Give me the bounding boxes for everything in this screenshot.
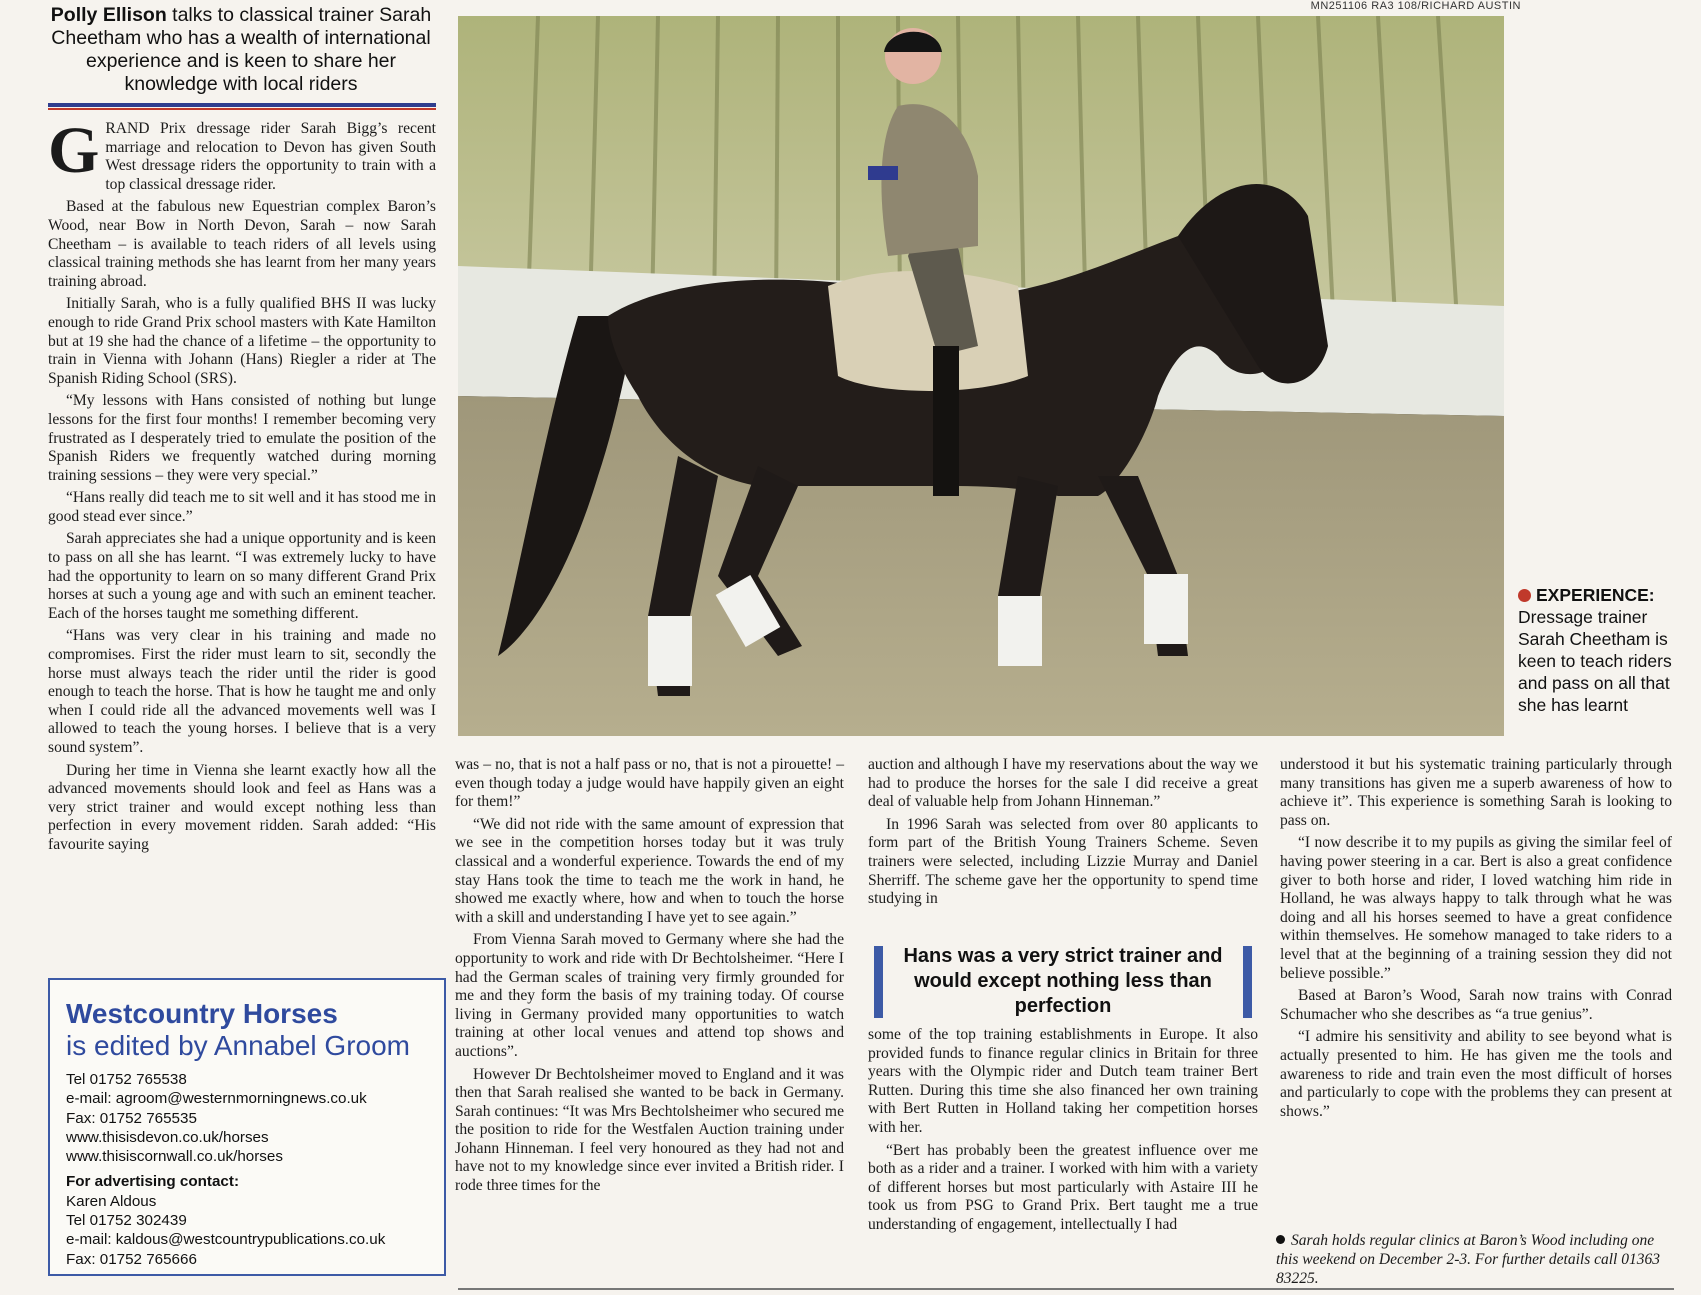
caption-body: Dressage trainer Sarah Cheetham is keen to teach riders and pass on all that she has learnt bbox=[1518, 607, 1672, 715]
paragraph: “I now describe it to my pupils as giving the similar feel of having power steering in a car. Bert is also a great confidence giver to both horse and rider, I loved watching him ride in Holland, he was always happy to talk through what he was doing and all his horses seemed to have a great confidence within themselves. He somehow managed to take riders to a level that at the beginning of a training session they did not believe possible.” bbox=[1280, 834, 1672, 982]
website-cornwall: www.thisiscornwall.co.uk/horses bbox=[66, 1148, 283, 1166]
clinic-note-text: Sarah holds regular clinics at Baron’s Wood including one this weekend on December 2-3. For further details call 01363 83225. bbox=[1276, 1232, 1660, 1287]
pull-quote-bar-right bbox=[1243, 946, 1252, 1018]
advertising-fax: Fax: 01752 765666 bbox=[66, 1250, 197, 1268]
article-photo bbox=[458, 16, 1504, 736]
paragraph: “Bert has probably been the greatest influence over me both as a rider and a trainer. I worked with him with a variety of different horses but most particularly with Astaire III he took us from PSG to Grand Prix. Bert taught me a true understanding of engagement, intellectually I had bbox=[868, 1141, 1258, 1233]
box-title: Westcountry Horses bbox=[66, 998, 338, 1029]
contact-box bbox=[48, 978, 446, 1276]
standfirst bbox=[48, 4, 434, 96]
standfirst-text: talks to classical trainer Sarah Cheetham who has a wealth of international experience and is keen to share her knowledge with local riders bbox=[51, 4, 432, 95]
paragraph: In 1996 Sarah was selected from over 80 applicants to form part of the British Young Trainers Scheme. Seven trainers were selected, including Lizzie Murray and Daniel Sherriff. The scheme gave her the opportunity to spend time studying in bbox=[868, 815, 1258, 908]
advertising-phone: Tel 01752 302439 bbox=[66, 1212, 187, 1230]
author-name: Polly Ellison bbox=[50, 4, 167, 26]
paragraph: During her time in Vienna she learnt exactly how all the advanced movements should look and feel as Hans was a very strict trainer and would except nothing less than perfection in every movement ridden. Sarah added: “His favourite saying bbox=[48, 761, 436, 853]
standfirst-rule-red bbox=[48, 108, 436, 110]
drop-cap: G bbox=[48, 114, 100, 187]
photo-credit: MN251106 RA3 108/RICHARD AUSTIN bbox=[1310, 0, 1521, 12]
paragraph bbox=[48, 114, 436, 194]
pull-quote-text: Hans was a very strict trainer and would except nothing less than perfection bbox=[903, 945, 1223, 1017]
photo-caption bbox=[1518, 584, 1693, 716]
box-subtitle: is edited by Annabel Groom bbox=[66, 1030, 410, 1061]
paragraph: “I admire his sensitivity and ability to see beyond what is actually presented to him. He has given me the tools and awareness to ride and train even the most difficult of horses and particularly to cope with the problems they can present at shows.” bbox=[1280, 1028, 1672, 1120]
advertising-email: e-mail: kaldous@westcountrypublications.co.uk bbox=[66, 1231, 386, 1249]
article-column-3-continued bbox=[868, 1026, 1258, 1239]
article-column-4 bbox=[1280, 756, 1672, 1125]
paragraph: Based at the fabulous new Equestrian complex Baron’s Wood, near Bow in North Devon, Sarah – now Sarah Cheetham – is available to teach riders of all levels using classical training methods she has learnt from her many years training abroad. bbox=[48, 198, 436, 290]
paragraph: “Hans was very clear in his training and made no compromises. First the rider must learn to sit, secondly the horse must always teach the rider until the rider is good enough to teach the horse. That is how he taught me and only when I could ride all the advanced movements well was I allowed to teach the young horses. I believe that is a very sound system”. bbox=[48, 627, 436, 756]
horse-rider-photo bbox=[458, 16, 1504, 736]
paragraph: “My lessons with Hans consisted of nothing but lunge lessons for the first four months! I remember becoming very frustrated as I desperately tried to emulate the position of the Spanish Riders we frequently watched during morning training sessions – they were very special.” bbox=[48, 392, 436, 484]
bottom-rule bbox=[458, 1288, 1674, 1290]
paragraph: Sarah appreciates she had a unique opportunity and is keen to pass on all she has learnt. “I was extremely lucky to have had the opportunity to learn on so many different Grand Prix horses at such a young age and with such an eminent teacher. Each of the horses taught me something different. bbox=[48, 530, 436, 622]
advertising-heading: For advertising contact: bbox=[66, 1173, 239, 1191]
pull-quote bbox=[874, 944, 1252, 1020]
caption-head-text: EXPERIENCE: bbox=[1536, 585, 1655, 605]
editor-email: e-mail: agroom@westernmorningnews.co.uk bbox=[66, 1090, 367, 1108]
paragraph: some of the top training establishments in Europe. It also provided funds to finance regular clinics in Britain for three years with the Olympic rider and Dutch team trainer Bert Rutten. During this time she also financed her own training with Bert Rutten in Holland taking her competition horses with her. bbox=[868, 1026, 1258, 1136]
paragraph: “Hans really did teach me to sit well and it has stood me in good stead ever since.” bbox=[48, 489, 436, 525]
paragraph: Based at Baron’s Wood, Sarah now trains with Conrad Schumacher who she describes as “a true genius”. bbox=[1280, 987, 1672, 1023]
paragraph: “We did not ride with the same amount of expression that we see in the competition horses today but it was truly classical and a wonderful experience. Towards the end of my stay Hans took the time to teach me the work in hand, he showed me exactly where, how and when to touch the horse with a skill and understanding I have yet to see again.” bbox=[455, 815, 844, 926]
bullet-dot-icon bbox=[1518, 589, 1531, 602]
caption-heading bbox=[1518, 584, 1693, 606]
paragraph: However Dr Bechtolsheimer moved to England and it was then that Sarah realised she wanted to be back in Germany. Sarah continues: “It was Mrs Bechtolsheimer who secured me the position to ride for the Westfalen Auction training under Johann Hinneman. I feel very honoured as they had not and have not to my knowledge since ever invited a British rider. I rode three times for the bbox=[455, 1065, 844, 1195]
editor-fax: Fax: 01752 765535 bbox=[66, 1109, 197, 1127]
article-column-2 bbox=[455, 756, 844, 1200]
standfirst-rule-blue bbox=[48, 103, 436, 107]
paragraph: From Vienna Sarah moved to Germany where she had the opportunity to work and ride with Dr Bechtolsheimer. “Here I had the German scales of training very firmly grounded for me and they form the basis of my training today. Of course living in Germany provided many opportunities to watch training at other local venues and attend top shows and auctions”. bbox=[455, 931, 844, 1060]
article-column-3 bbox=[868, 756, 1258, 913]
box-contact-lines bbox=[66, 1070, 385, 1269]
pull-quote-bar-left bbox=[874, 946, 883, 1018]
paragraph: was – no, that is not a half pass or no, that is not a pirouette! – even though today a judge would have happily given an eight for them!” bbox=[455, 756, 844, 811]
bullet-dot-icon bbox=[1276, 1235, 1285, 1244]
paragraph: understood it but his systematic training particularly through many transitions has given me a superb awareness of how to achieve it”. This experience is something Sarah is looking to pass on. bbox=[1280, 756, 1672, 829]
paragraph-text: RAND Prix dressage rider Sarah Bigg’s recent marriage and relocation to Devon has given South West dressage riders the opportunity to train with a top classical dressage rider. bbox=[105, 120, 436, 193]
advertising-name: Karen Aldous bbox=[66, 1192, 157, 1210]
editor-phone: Tel 01752 765538 bbox=[66, 1071, 187, 1088]
paragraph: auction and although I have my reservations about the way we had to produce the horses for the sale I did receive a great deal of valuable help from Johann Hinneman.” bbox=[868, 756, 1258, 811]
paragraph: Initially Sarah, who is a fully qualified BHS II was lucky enough to ride Grand Prix school masters with Kate Hamilton but at 19 she had the chance of a lifetime – the opportunity to train in Vienna with Johann (Hans) Riegler a rider at The Spanish Riding School (SRS). bbox=[48, 295, 436, 387]
clinic-note bbox=[1276, 1231, 1676, 1288]
article-column-1 bbox=[48, 114, 436, 859]
website-devon: www.thisisdevon.co.uk/horses bbox=[66, 1128, 269, 1146]
